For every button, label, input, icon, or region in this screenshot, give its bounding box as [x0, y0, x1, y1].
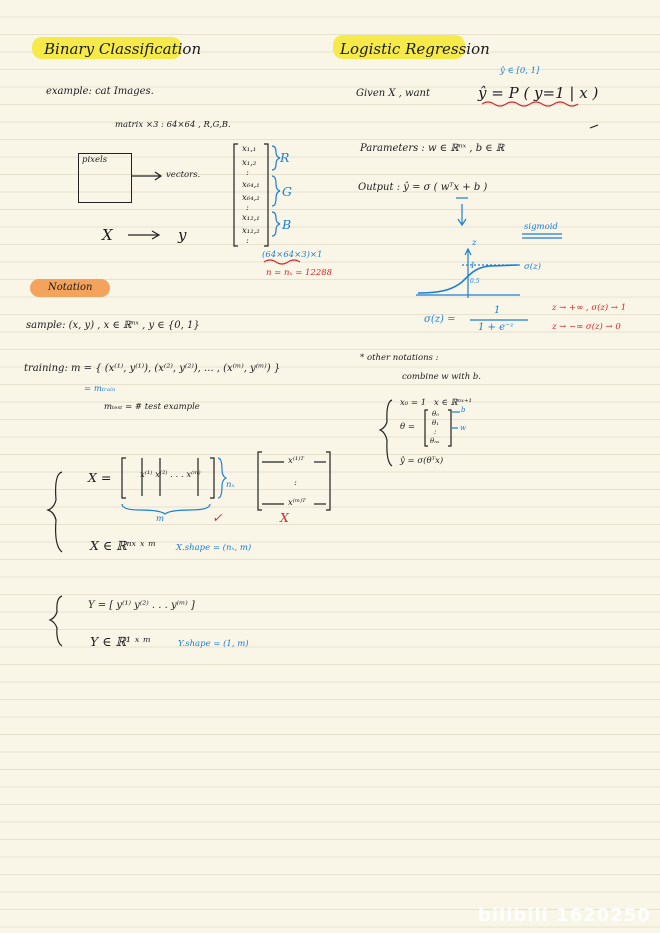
- cross-mark: X: [280, 510, 289, 525]
- xt-row: x⁽¹⁾ᵀ: [288, 456, 304, 466]
- xt-row: :: [294, 478, 297, 488]
- sigma-den: 1 + e⁻ᶻ: [478, 322, 514, 333]
- vector-entry: x₆₄,₁: [242, 180, 260, 190]
- logistic-regression-title: Logistic Regression: [340, 40, 490, 58]
- theta-entry: :: [434, 428, 437, 436]
- watermark: bilibili 1620250: [478, 905, 651, 926]
- half-tick: 0.5: [470, 278, 480, 285]
- label-b: B: [282, 217, 292, 232]
- theta-b-label: b: [461, 406, 466, 414]
- vector-entry: :: [246, 236, 249, 246]
- x-in-set: X ∈ ℝⁿˣ ˣ ᵐ: [90, 538, 157, 553]
- vectors-label: vectors.: [166, 170, 201, 180]
- binary-classification-title: Binary Classification: [44, 40, 202, 58]
- m-train-note: = mₜᵣₐᵢₙ: [84, 384, 116, 394]
- x-matrix-eq: X =: [88, 470, 112, 485]
- given-text: Given X , want: [356, 88, 431, 99]
- label-r: R: [280, 150, 290, 165]
- y-shape: Y.shape = (1, m): [178, 639, 249, 649]
- theta-entry: θ₀: [432, 410, 440, 418]
- notation-title: Notation: [48, 282, 93, 293]
- y-in-set: Y ∈ ℝ¹ ˣ ᵐ: [90, 634, 151, 649]
- m-test-text: mₜₑₛₜ = # test example: [104, 402, 200, 412]
- vector-dims: (64×64×3)×1: [262, 250, 323, 260]
- vector-entry: :: [246, 203, 249, 213]
- want-formula: ŷ = P ( y=1 | x ): [478, 84, 599, 102]
- sigmoid-label: sigmoid: [524, 222, 558, 232]
- check-mark: ✓: [212, 510, 223, 525]
- x0-text: x₀ = 1: [400, 398, 427, 408]
- y-matrix-eq: Y = [ y⁽¹⁾ y⁽²⁾ . . . y⁽ᵐ⁾ ]: [88, 600, 195, 611]
- xt-row: x⁽ᵐ⁾ᵀ: [288, 498, 306, 508]
- sigma-num: 1: [494, 305, 501, 316]
- label-g: G: [282, 184, 292, 199]
- y-symbol: y: [178, 226, 187, 244]
- yhat-range: ŷ ∈ [0, 1]: [500, 66, 540, 76]
- theta-w-label: w: [460, 424, 466, 432]
- m-label: m: [156, 514, 165, 524]
- vector-entry: x₁₂,₁: [242, 213, 260, 223]
- vector-entry: x₆₄,₂: [242, 193, 260, 203]
- sigma-z-label: σ(z): [524, 262, 541, 272]
- matrix-text: matrix ×3 : 64×64 , R,G,B.: [115, 120, 231, 130]
- one-tick: 1: [470, 261, 476, 271]
- limit-pos: z → +∞ , σ(z) → 1: [552, 303, 627, 313]
- output-text: Output : ŷ = σ ( wᵀx + b ): [358, 182, 488, 193]
- combine-text: combine w with b.: [402, 372, 482, 382]
- vector-entry: x₁,₂: [242, 158, 257, 168]
- vector-entry: x₁₂,₂: [242, 226, 260, 236]
- vector-entry: x₁,₁: [242, 144, 257, 154]
- x-in-text: x ∈ ℝⁿˣ⁺¹: [434, 398, 472, 408]
- yhat-theta: ŷ = σ(θᵀx): [400, 456, 444, 466]
- limit-neg: z → −∞ σ(z) → 0: [552, 322, 621, 332]
- pixels-label: pixels: [82, 155, 108, 165]
- x-matrix-cols: x⁽¹⁾ x⁽²⁾ . . . x⁽ᵐ⁾: [140, 470, 201, 480]
- parameters-text: Parameters : w ∈ ℝⁿˣ , b ∈ ℝ: [360, 143, 505, 154]
- sigma-def-lhs: σ(z) =: [424, 314, 456, 325]
- nx-label: nₓ: [226, 480, 235, 490]
- theta-eq: θ =: [400, 422, 415, 432]
- nx-value: n = nₓ = 12288: [266, 268, 333, 278]
- x-shape: X.shape = (nₓ, m): [176, 543, 252, 553]
- vector-entry: :: [246, 168, 249, 178]
- example-text: example: cat Images.: [46, 86, 154, 97]
- theta-entry: θₙₓ: [430, 437, 440, 445]
- z-axis-label: z: [472, 238, 477, 248]
- x-symbol: X: [102, 226, 113, 244]
- sample-text: sample: (x, y) , x ∈ ℝⁿˣ , y ∈ {0, 1}: [26, 320, 200, 331]
- theta-entry: θ₁: [432, 419, 440, 427]
- training-text: training: m = { (x⁽¹⁾, y⁽¹⁾), (x⁽²⁾, y⁽²⁾), ... , (x⁽ᵐ⁾, y⁽ᵐ⁾) }: [24, 363, 281, 374]
- other-notations: * other notations :: [360, 353, 439, 363]
